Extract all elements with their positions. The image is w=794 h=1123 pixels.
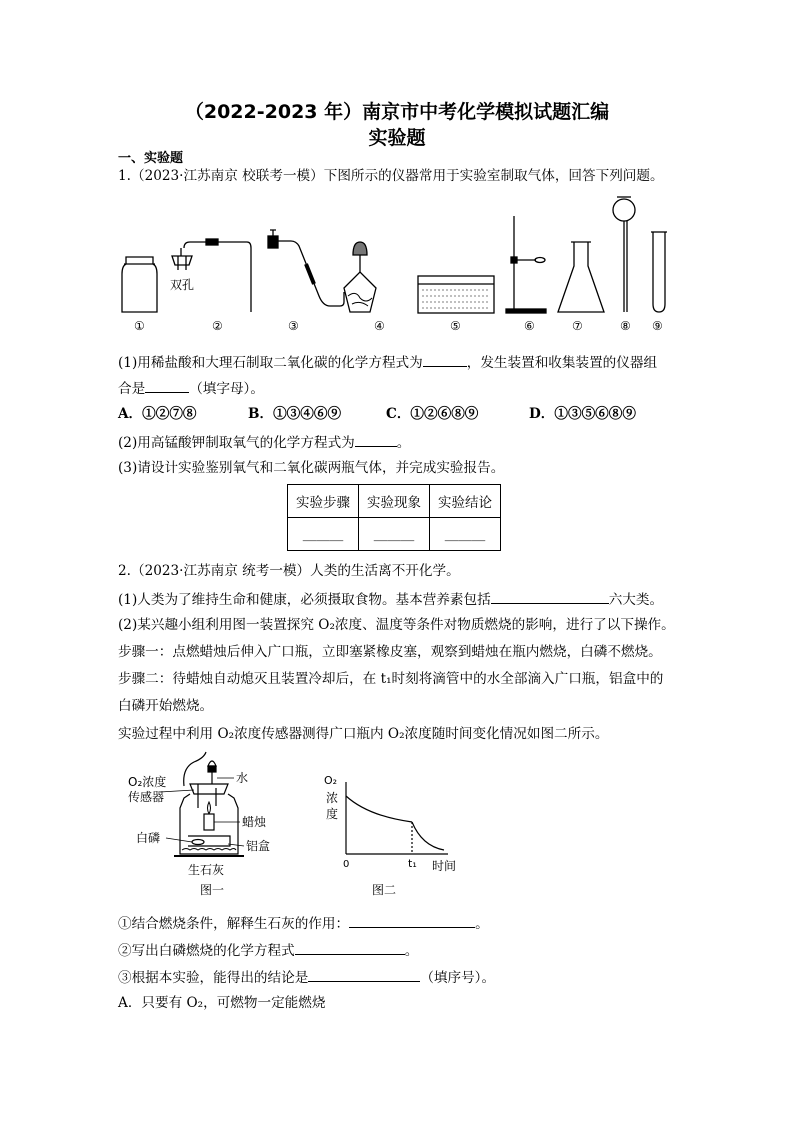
table-cell[interactable]: ______ [430,518,501,551]
option-d[interactable]: D．①③⑤⑥⑧⑨ [529,406,636,422]
q2-sub-c [118,967,495,987]
q2-stem: 2.（2023·江苏南京 统考一模）人类的生活离不开化学。 [118,563,460,579]
water-label: 水 [236,771,249,785]
t1-label: t₁ [408,857,417,870]
test-tube [651,232,667,312]
q2-part2: (2)某兴趣小组利用图一装置探究 O₂浓度、温度等条件对物质燃烧的影响，进行了以下操作。 [118,617,675,633]
q2-sub-a-text: ①结合燃烧条件，解释生石灰的作用： [118,916,350,932]
answer-blank[interactable] [308,967,420,982]
q2-step2-line1: 步骤二：待蜡烛自动熄灭且装置冷却后，在 t₁时刻将滴管中的水全部滴入广口瓶，铝盒中的 [118,671,664,687]
table-row [288,518,501,551]
q2-sub-c-text: ③根据本实验，能得出的结论是 [118,970,309,986]
q2-part1-text: (1)人类为了维持生命和健康，必须摄取食物。基本营养素包括 [118,592,491,608]
apparatus-label: ⑦ [572,319,583,333]
q1-part1-text-b: ，发生装置和收集装置的仪器组 [466,355,658,371]
origin-label: 0 [343,859,350,870]
q2-sub-a-end: 。 [475,916,489,932]
q2-sub-b-end: 。 [404,943,419,959]
q1-options [118,405,636,423]
long-neck-funnel [613,197,635,312]
apparatus-label: ⑤ [450,319,461,333]
answer-blank[interactable] [355,432,397,447]
section-heading: 一、实验题 [118,151,184,166]
iron-stand [506,216,546,313]
table-cell[interactable]: ______ [359,518,430,551]
figure-one-caption: 图一 [200,883,225,897]
q2-step2-line2: 白磷开始燃烧。 [118,698,214,714]
q1-part2 [118,432,410,452]
answer-blank[interactable] [295,940,405,955]
apparatus-label: ⑥ [524,319,535,333]
apparatus-label: ④ [374,319,385,333]
q1-part1-line2 [118,378,264,398]
water-trough [418,276,494,313]
q1-part2-end: 。 [396,435,411,451]
apparatus-numbers [134,319,663,333]
o2-curve-before [346,796,412,822]
answer-blank[interactable] [423,352,467,367]
page-title: （2022-2023 年）南京市中考化学模拟试题汇编 [184,101,610,123]
q2-sub-b [118,940,418,960]
option-c[interactable]: C．①②⑥⑧⑨ [386,406,479,422]
table-cell[interactable]: ______ [288,518,359,551]
q2-option-a[interactable]: A．只要有 O₂，可燃物一定能燃烧 [118,995,326,1011]
table-header: 实验步骤 [288,485,359,518]
q2-step1: 步骤一：点燃蜡烛后伸入广口瓶，立即塞紧橡皮塞，观察到蜡烛在瓶内燃烧，白磷不燃烧。 [118,644,662,660]
option-a[interactable]: A．①②⑦⑧ [118,406,197,422]
candle-label: 蜡烛 [242,815,267,829]
x-axis-label: 时间 [432,859,457,873]
alcohol-lamp [344,242,376,312]
apparatus-label: ② [212,319,223,333]
table-header-row [288,485,501,518]
apparatus-label: ⑨ [652,319,663,333]
y-axis-label: 浓 [326,791,339,805]
page-subtitle: 实验题 [368,127,426,149]
stopper-long-tube [268,230,344,306]
y-axis-label: 度 [326,807,339,821]
quicklime-label: 生石灰 [188,863,225,877]
report-table [287,484,501,551]
sensor-label: O₂浓度 [128,775,167,789]
q1-part1-text-c: 合是 [118,381,146,397]
apparatus-label: ③ [288,319,299,333]
conical-flask [558,242,604,312]
table-header: 实验结论 [430,485,501,518]
q1-part1-text-d: （填字母）。 [189,381,264,397]
q2-sensor-text: 实验过程中利用 O₂浓度传感器测得广口瓶内 O₂浓度随时间变化情况如图二所示。 [118,726,609,742]
apparatus-label: ⑧ [620,319,631,333]
q1-part1-line1 [118,352,657,372]
q1-part3: (3)请设计实验鉴别氧气和二氧化碳两瓶气体，并完成实验报告。 [118,460,505,476]
apparatus-figure [110,192,680,340]
option-b[interactable]: B．①③④⑥⑨ [248,406,342,422]
white-phosphorus-label: 白磷 [136,831,161,845]
q2-sub-a [118,913,489,933]
q2-sub-b-text: ②写出白磷燃烧的化学方程式 [118,943,295,959]
aluminum-box-label: 铝盒 [246,839,271,853]
hole-label: 双孔 [170,278,195,292]
answer-blank[interactable] [491,589,609,604]
sensor-label: 传感器 [128,790,165,804]
q1-part1-text-a: (1)用稀盐酸和大理石制取二氧化碳的化学方程式为 [118,355,423,371]
wide-mouth-bottle [122,257,157,312]
figure-two-graph [318,770,470,900]
apparatus-label: ① [134,319,145,333]
figure-two-caption: 图二 [372,883,397,897]
q1-stem: 1.（2023·江苏南京 校联考一模）下图所示的仪器常用于实验室制取气体，回答下列问题。 [118,168,664,184]
o2-curve-after [412,822,444,850]
answer-blank[interactable] [349,913,475,928]
answer-blank[interactable] [145,378,189,393]
q2-part1-end: 六大类。 [608,592,664,608]
q2-part1 [118,589,663,609]
figure-one [124,748,300,900]
y-axis-label: O₂ [324,774,338,787]
q1-part2-text: (2)用高锰酸钾制取氧气的化学方程式为 [118,435,355,451]
two-hole-stopper-tube [172,239,251,312]
table-header: 实验现象 [359,485,430,518]
q2-sub-c-end: （填序号）。 [420,970,496,986]
